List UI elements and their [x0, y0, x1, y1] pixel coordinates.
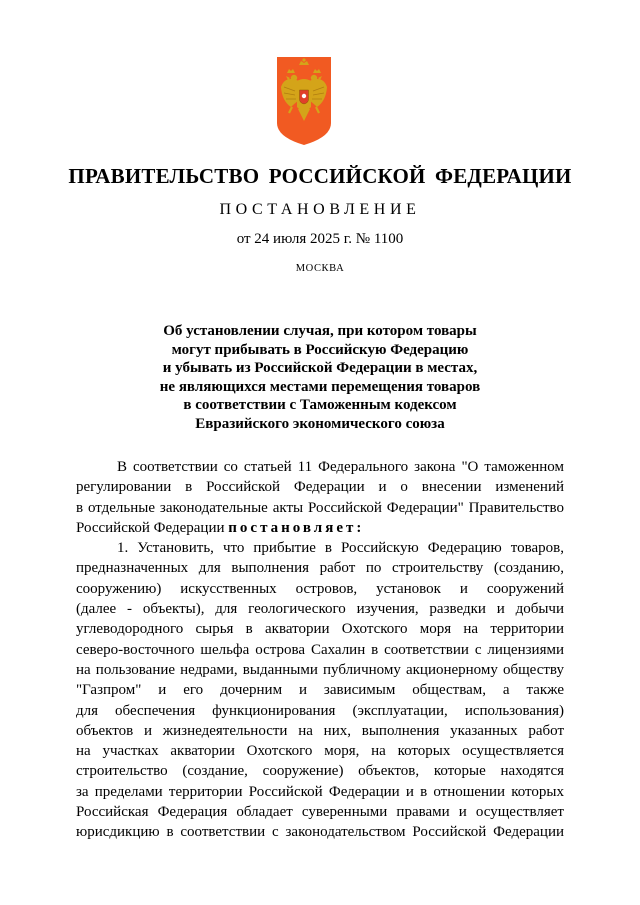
title-line: могут прибывать в Российскую Федерацию: [171, 341, 469, 358]
resolves-word: постановляет:: [228, 519, 365, 536]
body-line: для обеспечения функционирования (эксплуатации, использования): [76, 702, 564, 719]
title-line: в соответствии с Таможенным кодексом: [183, 397, 457, 413]
body-line: в отдельные законодательные акты Российской Федерации" Правительство: [76, 499, 564, 516]
title-line: и убывать из Российской Федерации в местах,: [162, 360, 478, 376]
body-line: Российская Федерация обладает суверенными правами и осуществляет: [76, 804, 564, 821]
government-title: ПРАВИТЕЛЬСТВО РОССИЙСКОЙ ФЕДЕРАЦИИ: [68, 164, 572, 188]
body-line: на участках акватории Охотского моря, на которых осуществляется: [76, 743, 564, 760]
body-line: за пределами территории Российской Федерации и в отношении которых: [76, 783, 564, 800]
body-line: на пользование недрами, выданными публичному акционерному обществу: [76, 661, 564, 678]
decree-title: [100, 322, 540, 433]
body-line: сооружению) искусственных островов, установок и сооружений: [76, 580, 564, 597]
city-name: МОСКВА: [295, 263, 345, 274]
title-line: Об установлении случая, при котором товары: [163, 323, 477, 339]
body-line: углеводородного сырья в акватории Охотского моря на территории: [76, 621, 564, 638]
body-line: строительство (создание, сооружение) объектов, которые находятся: [76, 763, 564, 780]
body-line: "Газпром" и его дочерним и зависимым обществам, а также: [76, 682, 564, 699]
body-line: регулировании в Российской Федерации и о внесении изменений: [76, 479, 564, 496]
body-line: юрисдикцию в соответствии с законодательством Российской Федерации: [76, 824, 564, 841]
date-and-number: от 24 июля 2025 г. № 1100: [236, 231, 404, 247]
coat-of-arms-emblem: [277, 57, 331, 145]
document-body: [76, 457, 564, 843]
body-line: 1. Установить, что прибытие в Российскую Федерацию товаров,: [117, 540, 564, 557]
body-line: объектов и жизнедеятельности на них, выполнения указанных работ: [76, 722, 564, 739]
preamble-last: Российской Федерации: [76, 519, 225, 536]
body-line: северо-восточного шельфа острова Сахалин в соответствии с лицензиями: [76, 641, 564, 658]
body-line: (далее - объекты), для геологического изучения, разведки и добычи: [76, 601, 564, 618]
body-line: В соответствии со статьей 11 Федерального закона "О таможенном: [117, 459, 564, 475]
body-line: [76, 518, 564, 538]
title-line: Евразийского экономического союза: [195, 415, 445, 432]
document-type: ПОСТАНОВЛЕНИЕ: [219, 201, 421, 218]
title-line: не являющихся местами перемещения товаров: [159, 378, 481, 395]
body-line: предназначенных для выполнения работ по строительству (созданию,: [76, 560, 564, 577]
